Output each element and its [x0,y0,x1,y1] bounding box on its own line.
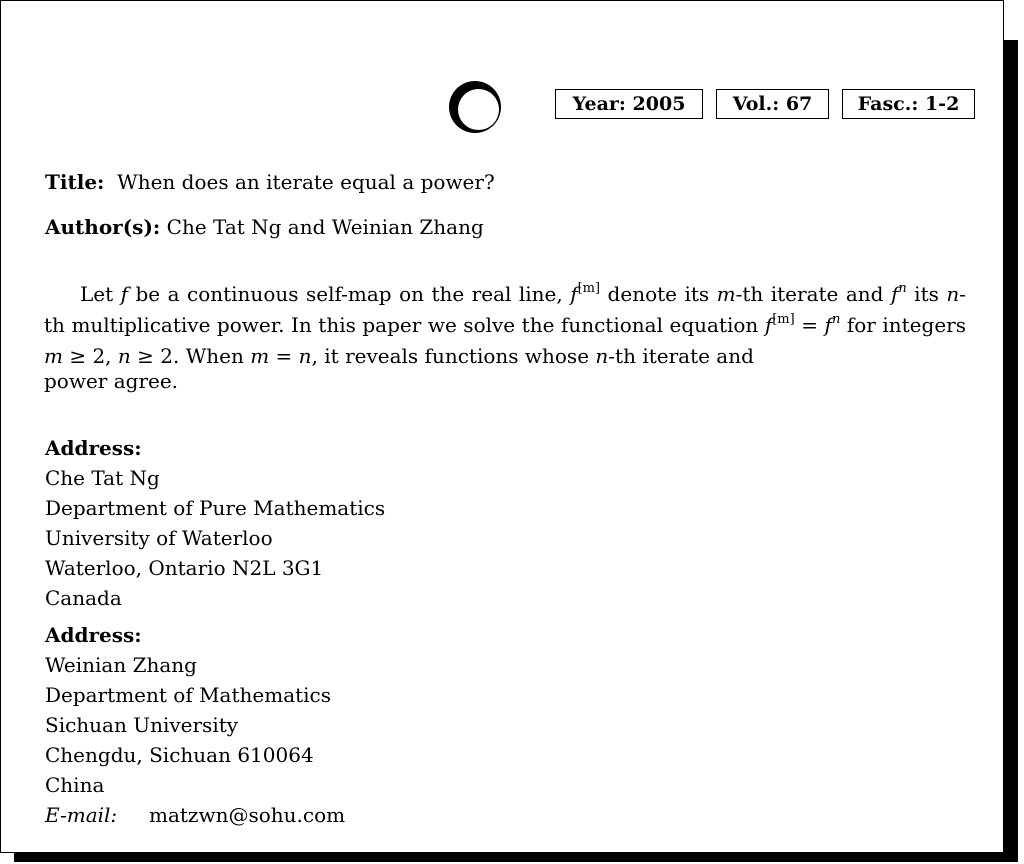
year-box: Year: 2005 [555,89,703,119]
address-line: Department of Mathematics [45,683,332,707]
address-block-2 [45,620,345,830]
address-line: China [45,773,105,797]
email-address[interactable]: matzwn@sohu.com [149,803,346,827]
address-line: Che Tat Ng [45,466,160,490]
address-line: Sichuan University [45,713,239,737]
volume-box: Vol.: 67 [716,89,829,119]
address-label: Address: [45,623,142,647]
address-line: Waterloo, Ontario N2L 3G1 [45,556,324,580]
email-label: E-mail: [45,803,118,827]
abstract: Let f be a continuous self-map on the real line, f[m] denote its m-th iterate and $f^n$ its n-th multiplicative power. In this paper we solve the functional equation $f[m] = f^n$ for integers m ≥ 2, n ≥ 2. When m = n, it reveals functions whose n-th iterate and power agree. [44,281,967,393]
authors-line [45,214,484,240]
journal-logo-icon [448,79,504,135]
address-line: Chengdu, Sichuan 610064 [45,743,314,767]
title-label: Title: [45,170,105,194]
fascicle-box: Fasc.: 1-2 [842,89,975,119]
email-line [45,800,345,830]
address-line: Canada [45,586,122,610]
address-line: University of Waterloo [45,526,273,550]
address-block-1 [45,433,385,613]
paper-title: When does an iterate equal a power? [117,170,495,194]
authors-label: Author(s): [45,215,161,239]
address-label: Address: [45,436,142,460]
address-line: Department of Pure Mathematics [45,496,386,520]
title-line [45,169,495,195]
address-line: Weinian Zhang [45,653,197,677]
paper-authors: Che Tat Ng and Weinian Zhang [166,215,484,239]
